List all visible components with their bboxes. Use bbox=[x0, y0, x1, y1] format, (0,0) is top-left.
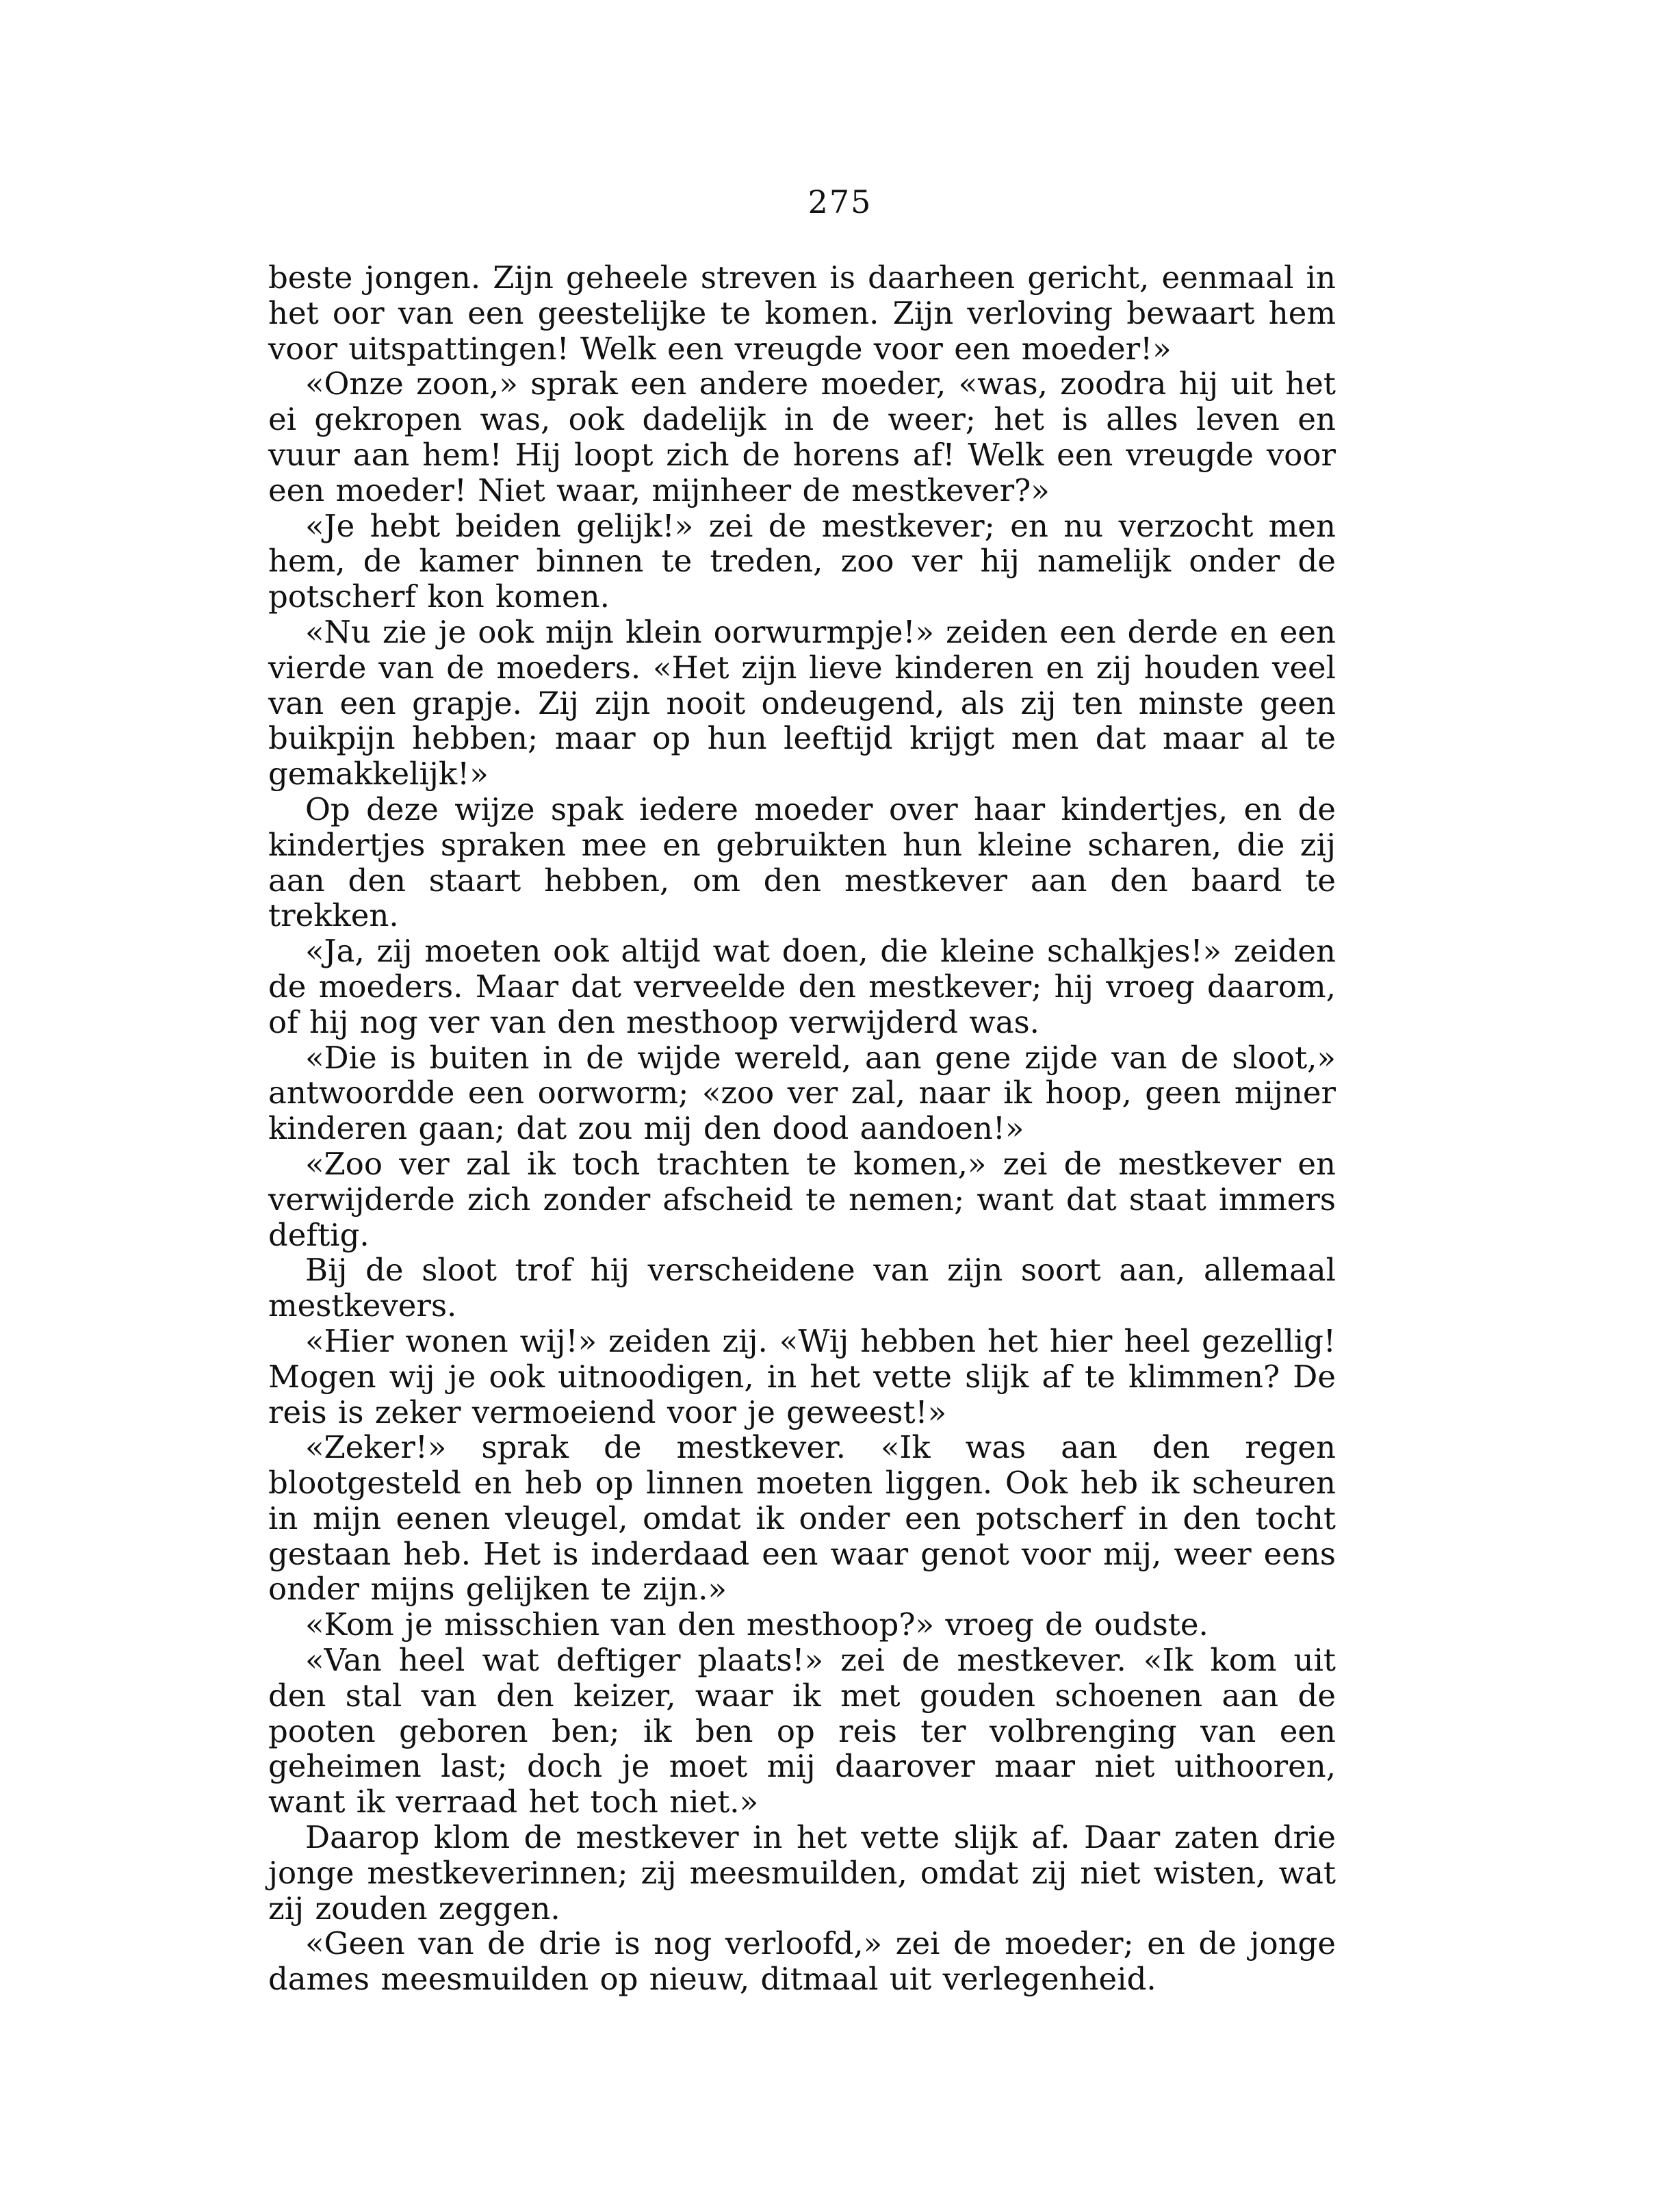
paragraph-14: Daarop klom de mestkever in het vette slijk af. Daar zaten drie jonge mestkeverinnen; zij meesmuilden, omdat zij niet wisten, wat zij zouden zeggen. bbox=[268, 1819, 1336, 1927]
paragraph-15: «Geen van de drie is nog verloofd,» zei de moeder; en de jonge dames meesmuilden op nieuw, ditmaal uit verlegenheid. bbox=[268, 1925, 1336, 1998]
page-number: 275 bbox=[807, 183, 873, 220]
paragraph-3: «Je hebt beiden gelijk!» zei de mestkever; en nu verzocht men hem, de kamer binnen te treden, zoo ver hij namelijk onder de potscherf kon komen. bbox=[268, 507, 1336, 615]
paragraph-7: «Die is buiten in de wijde wereld, aan gene zijde van de sloot,» antwoordde een oorworm; «zoo ver zal, naar ik hoop, geen mijner kinderen gaan; dat zou mij den dood aandoen!» bbox=[268, 1039, 1336, 1147]
paragraph-4: «Nu zie je ook mijn klein oorwurmpje!» zeiden een derde en een vierde van de moeders. «Het zijn lieve kinderen en zij houden veel van een grapje. Zij zijn nooit ondeugend, als zij ten minste geen buikpijn hebben; maar op hun leeftijd krijgt men dat maar al te gemakkelijk!» bbox=[268, 613, 1336, 793]
paragraph-1: beste jongen. Zijn geheele streven is daarheen gericht, eenmaal in het oor van een geestelijke te komen. Zijn verloving bewaart hem voor uitspattingen! Welk een vreugde voor een moeder!» bbox=[268, 259, 1336, 367]
paragraph-9: Bij de sloot trof hij verscheidene van zijn soort aan, allemaal mestkevers. bbox=[268, 1252, 1336, 1324]
paragraph-13: «Van heel wat deftiger plaats!» zei de mestkever. «Ik kom uit den stal van den keizer, waar ik met gouden schoenen aan de pooten geboren ben; ik ben op reis ter volbrenging van een geheimen last; doch je moet mij daarover maar niet uithooren, want ik verraad het toch niet.» bbox=[268, 1642, 1336, 1821]
paragraph-11: «Zeker!» sprak de mestkever. «Ik was aan den regen blootgesteld en heb op linnen moeten liggen. Ook heb ik scheuren in mijn eenen vleugel, omdat ik onder een potscherf in den tocht gestaan heb. Het is inderdaad een waar genot voor mij, weer eens onder mijns gelijken te zijn.» bbox=[268, 1429, 1336, 1608]
paragraph-5: Op deze wijze spak iedere moeder over haar kindertjes, en de kindertjes spraken mee en gebruikten hun kleine scharen, die zij aan den staart hebben, om den mestkever aan den baard te trekken. bbox=[268, 790, 1336, 934]
paragraph-8: «Zoo ver zal ik toch trachten te komen,» zei de mestkever en verwijderde zich zonder afscheid te nemen; want dat staat immers deftig. bbox=[268, 1145, 1336, 1253]
paragraph-10: «Hier wonen wij!» zeiden zij. «Wij hebben het hier heel gezellig! Mogen wij je ook uitnoodigen, in het vette slijk af te klimmen? De reis is zeker vermoeiend voor je geweest!» bbox=[268, 1322, 1336, 1430]
body-text bbox=[268, 260, 1336, 1997]
paragraph-6: «Ja, zij moeten ook altijd wat doen, die kleine schalkjes!» zeiden de moeders. Maar dat verveelde den mestkever; hij vroeg daarom, of hij nog ver van den mesthoop verwijderd was. bbox=[268, 933, 1336, 1040]
paragraph-12: «Kom je misschien van den mesthoop?» vroeg de oudste. bbox=[305, 1606, 1209, 1643]
paragraph-2: «Onze zoon,» sprak een andere moeder, «was, zoodra hij uit het ei gekropen was, ook dadelijk in de weer; het is alles leven en vuur aan hem! Hij loopt zich de horens af! Welk een vreugde voor een moeder! Niet waar, mijnheer de mestkever?» bbox=[268, 365, 1336, 509]
